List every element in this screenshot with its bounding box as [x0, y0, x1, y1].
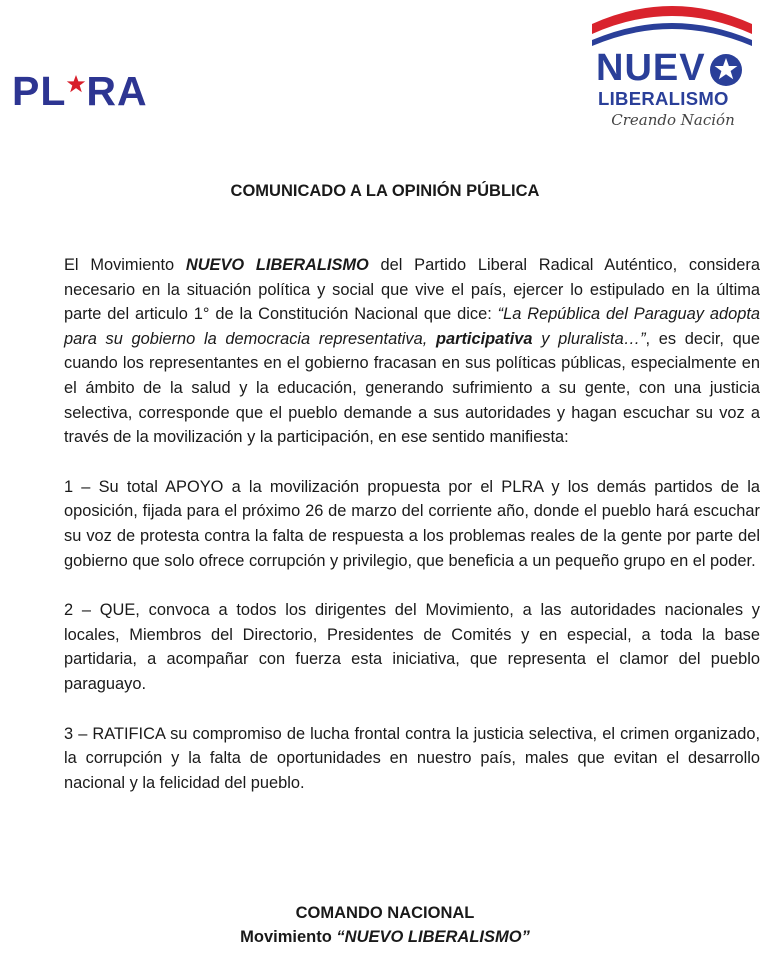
signature-movement: “NUEVO LIBERALISMO” [336, 928, 530, 946]
star-icon [66, 74, 86, 94]
nuevo-liberalismo-logo [586, 4, 758, 132]
plra-logo-text-left: PL [12, 68, 67, 114]
constitution-quote: “La República del Paraguay adopta para su gobierno la democracia representativa, [64, 305, 760, 348]
document-body [64, 253, 760, 820]
intro-paragraph [64, 253, 760, 450]
intro-text: , es decir, que cuando los representantes en el gobierno fracasan en sus políticas públicas, especialmente en el ámbito de la salud y la educación, generando sufrimiento a su gente, con una justicia selectiva, corresponde que el pueblo demande a sus autoridades y hagan escuchar su voz a través de la movilización y la participación, en ese sentido manifiesta: [64, 329, 761, 447]
constitution-quote: y pluralista…” [532, 329, 646, 348]
point-1: 1 – Su total APOYO a la movilización propuesta por el PLRA y los demás partidos de la oposición, fijada para el próximo 26 de marzo del corriente año, donde el pueblo hará escuchar su voz de protesta contra la falta de respuesta a los problemas reales de la gente por parte del gobierno que solo ofrece corrupción y privilegio, que beneficia a un pequeño grupo en el poder. [64, 477, 760, 570]
movement-name: NUEVO LIBERALISMO [185, 256, 369, 274]
point-2: 2 – QUE, convoca a todos los dirigentes del Movimiento, a las autoridades nacionales y locales, Miembros del Directorio, Presidentes de Comités y en especial, a toda la base partidaria, a acompañar con fuerza esta iniciativa, que representa el clamor del pueblo paraguayo. [64, 601, 760, 693]
intro-text: El Movimiento [64, 256, 186, 274]
point-3: 3 – RATIFICA su compromiso de lucha frontal contra la justicia selectiva, el crimen organizado, la corrupción y la falta de oportunidades en nuestro país, males que evitan el desarrollo nacional y la felicidad del pueblo. [64, 724, 760, 792]
constitution-quote-emphasis: participativa [435, 329, 533, 348]
plra-logo [12, 68, 148, 114]
signature-line-2 [0, 925, 770, 949]
logo-tagline: Creando Nación [611, 111, 735, 129]
plra-logo-text-right: RA [86, 68, 148, 114]
star-circle-icon [708, 52, 744, 88]
logo-liberalismo-text: LIBERALISMO [598, 88, 729, 109]
signature-block [0, 901, 770, 949]
logo-nuevo-text: NUEV [596, 47, 706, 89]
document-title: COMUNICADO A LA OPINIÓN PÚBLICA [230, 182, 540, 200]
signature-line-1: COMANDO NACIONAL [295, 904, 475, 922]
intro-text: del Partido Liberal Radical Auténtico, considera necesario en la situación política y social que vive el país, ejercer lo estipulado en la última parte del articulo 1° de la Constitución Nacional que dice: [64, 256, 760, 324]
signature-prefix: Movimiento [240, 928, 337, 946]
